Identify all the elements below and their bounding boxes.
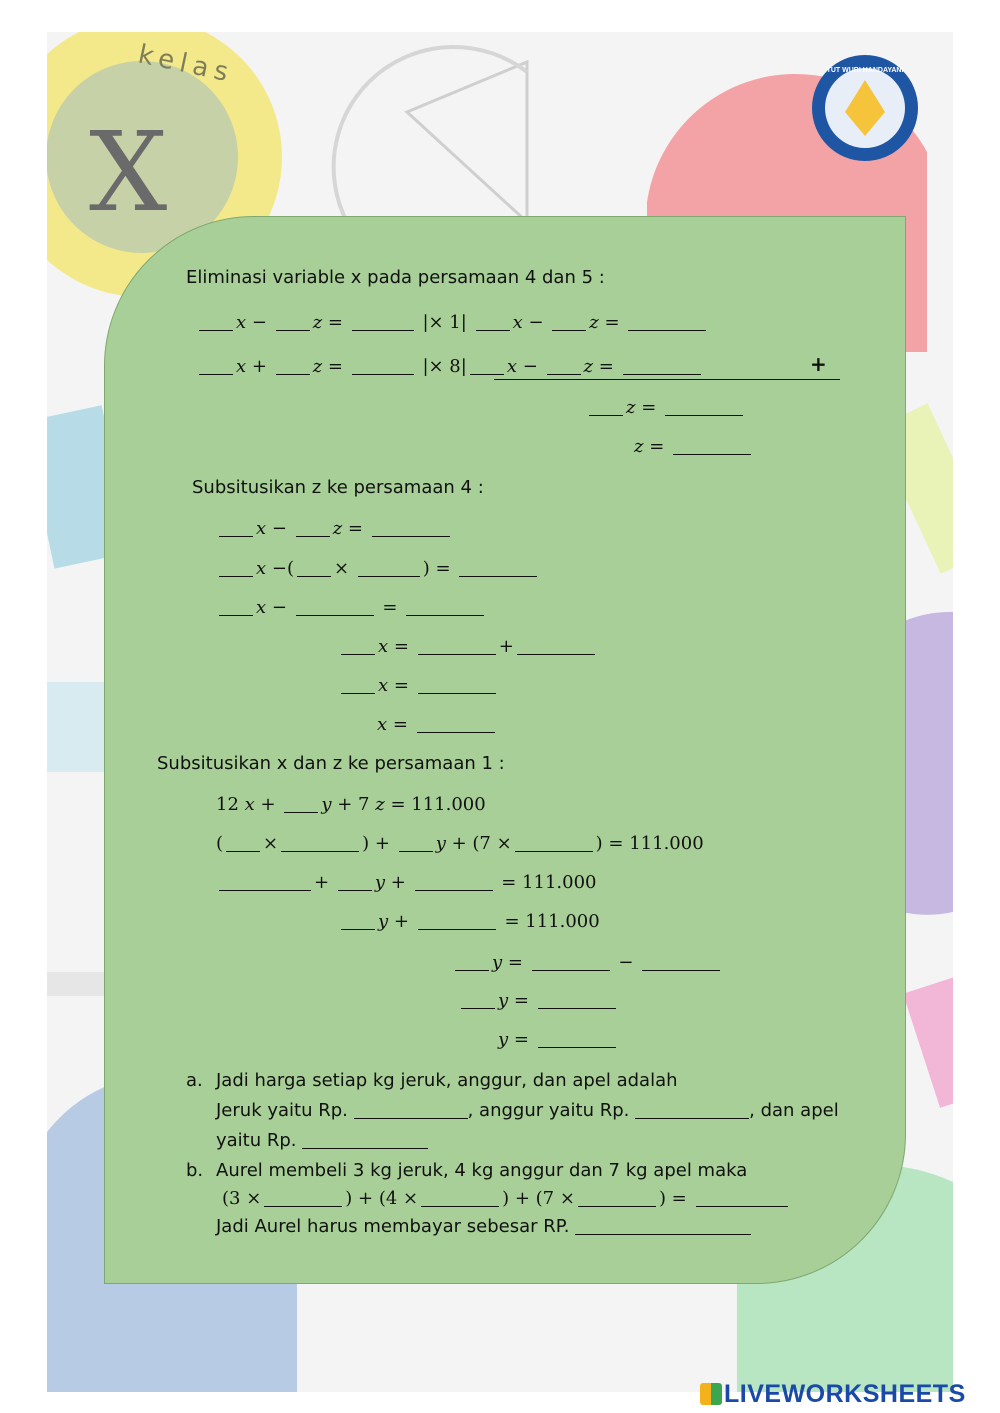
answer-blank[interactable]	[418, 911, 496, 930]
sub-z-line-2: x −( × ) =	[216, 558, 540, 579]
answer-blank[interactable]	[219, 597, 253, 616]
answer-blank[interactable]	[219, 518, 253, 537]
answer-blank[interactable]	[296, 597, 374, 616]
answer-blank[interactable]	[406, 597, 484, 616]
answer-blank[interactable]	[296, 518, 330, 537]
answer-blank[interactable]	[354, 1100, 468, 1119]
answer-b-line-3: Jadi Aurel harus membayar sebesar RP.	[216, 1216, 751, 1237]
sub-xz-line-7: y =	[498, 1029, 619, 1050]
answer-a-line-3: yaitu Rp.	[216, 1130, 428, 1151]
answer-blank[interactable]	[338, 872, 372, 891]
answer-blank[interactable]	[696, 1188, 788, 1207]
answer-blank[interactable]	[341, 911, 375, 930]
answer-blank[interactable]	[276, 356, 310, 375]
answer-blank[interactable]	[476, 312, 510, 331]
answer-blank[interactable]	[341, 636, 375, 655]
answer-blank[interactable]	[352, 356, 414, 375]
answer-b-line-2: (3 × ) + (4 × ) + (7 × ) =	[222, 1188, 791, 1209]
answer-blank[interactable]	[665, 397, 743, 416]
answer-blank[interactable]	[219, 558, 253, 577]
answer-blank[interactable]	[470, 356, 504, 375]
sub-xz-line-1: 12 x + y + 7 z = 111.000	[216, 794, 486, 815]
answer-blank[interactable]	[284, 794, 318, 813]
sub-z-line-1: x − z =	[216, 518, 453, 539]
answer-blank[interactable]	[399, 833, 433, 852]
sub-z-line-6: x =	[377, 714, 498, 735]
answer-blank[interactable]	[418, 636, 496, 655]
answer-blank[interactable]	[623, 356, 701, 375]
liveworksheets-logo: LIVEWORKSHEETS	[700, 1380, 966, 1409]
answer-blank[interactable]	[517, 636, 595, 655]
sum-line	[494, 379, 840, 380]
answer-a-label: a.	[186, 1070, 203, 1091]
sub-xz-line-3: + y + = 111.000	[216, 872, 597, 893]
answer-blank[interactable]	[302, 1130, 428, 1149]
answer-blank[interactable]	[264, 1188, 342, 1207]
sub-xz-line-4: y + = 111.000	[338, 911, 600, 932]
answer-blank[interactable]	[628, 312, 706, 331]
answer-blank[interactable]	[358, 558, 420, 577]
answer-blank[interactable]	[575, 1216, 751, 1235]
answer-blank[interactable]	[538, 1029, 616, 1048]
elim-result-1: z =	[586, 397, 746, 418]
sub-xz-line-5: y = −	[452, 952, 723, 973]
answer-blank[interactable]	[421, 1188, 499, 1207]
answer-blank[interactable]	[219, 872, 311, 891]
plus-sign: +	[810, 352, 827, 376]
answer-b-label: b.	[186, 1160, 204, 1181]
answer-blank[interactable]	[341, 675, 375, 694]
elim-eq-1: x − z = |× 1| x − z =	[196, 312, 709, 333]
sub-xz-line-6: y =	[458, 990, 619, 1011]
background-badge-letter: X	[89, 108, 168, 236]
sub-z-line-5: x =	[338, 675, 499, 696]
answer-a-line-2: Jeruk yaitu Rp. , anggur yaitu Rp. , dan apel	[216, 1100, 839, 1121]
answer-blank[interactable]	[418, 675, 496, 694]
answer-blank[interactable]	[281, 833, 359, 852]
answer-blank[interactable]	[547, 356, 581, 375]
answer-blank[interactable]	[532, 952, 610, 971]
elim-eq-2: x + z = |× 8| x − z =	[196, 356, 704, 377]
emblem-text: TUT WURI HANDAYANI	[826, 67, 904, 74]
answer-blank[interactable]	[199, 312, 233, 331]
answer-blank[interactable]	[417, 714, 495, 733]
substitute-xz-heading: Subsitusikan x dan z ke persamaan 1 :	[157, 753, 505, 774]
answer-blank[interactable]	[642, 952, 720, 971]
answer-blank[interactable]	[552, 312, 586, 331]
answer-blank[interactable]	[276, 312, 310, 331]
answer-blank[interactable]	[461, 990, 495, 1009]
answer-a-line-1: Jadi harga setiap kg jeruk, anggur, dan apel adalah	[216, 1070, 678, 1091]
elimination-heading: Eliminasi variable x pada persamaan 4 dan 5 :	[186, 267, 605, 288]
answer-blank[interactable]	[459, 558, 537, 577]
answer-blank[interactable]	[297, 558, 331, 577]
answer-blank[interactable]	[352, 312, 414, 331]
answer-blank[interactable]	[372, 518, 450, 537]
substitute-z-heading: Subsitusikan z ke persamaan 4 :	[192, 477, 484, 498]
sub-z-line-3: x − =	[216, 597, 487, 618]
sub-xz-line-2: ( × ) + y + (7 × ) = 111.000	[216, 833, 704, 854]
answer-blank[interactable]	[635, 1100, 749, 1119]
answer-blank[interactable]	[226, 833, 260, 852]
answer-blank[interactable]	[415, 872, 493, 891]
answer-blank[interactable]	[589, 397, 623, 416]
answer-blank[interactable]	[673, 436, 751, 455]
answer-blank[interactable]	[515, 833, 593, 852]
liveworksheets-logo-icon	[700, 1383, 722, 1405]
elim-result-2: z =	[634, 436, 754, 457]
answer-b-line-1: Aurel membeli 3 kg jeruk, 4 kg anggur dan 7 kg apel maka	[216, 1160, 748, 1181]
answer-blank[interactable]	[538, 990, 616, 1009]
background-badge-text: kelas	[135, 39, 237, 89]
sub-z-line-4: x = +	[338, 636, 598, 657]
answer-blank[interactable]	[455, 952, 489, 971]
answer-blank[interactable]	[199, 356, 233, 375]
answer-blank[interactable]	[578, 1188, 656, 1207]
